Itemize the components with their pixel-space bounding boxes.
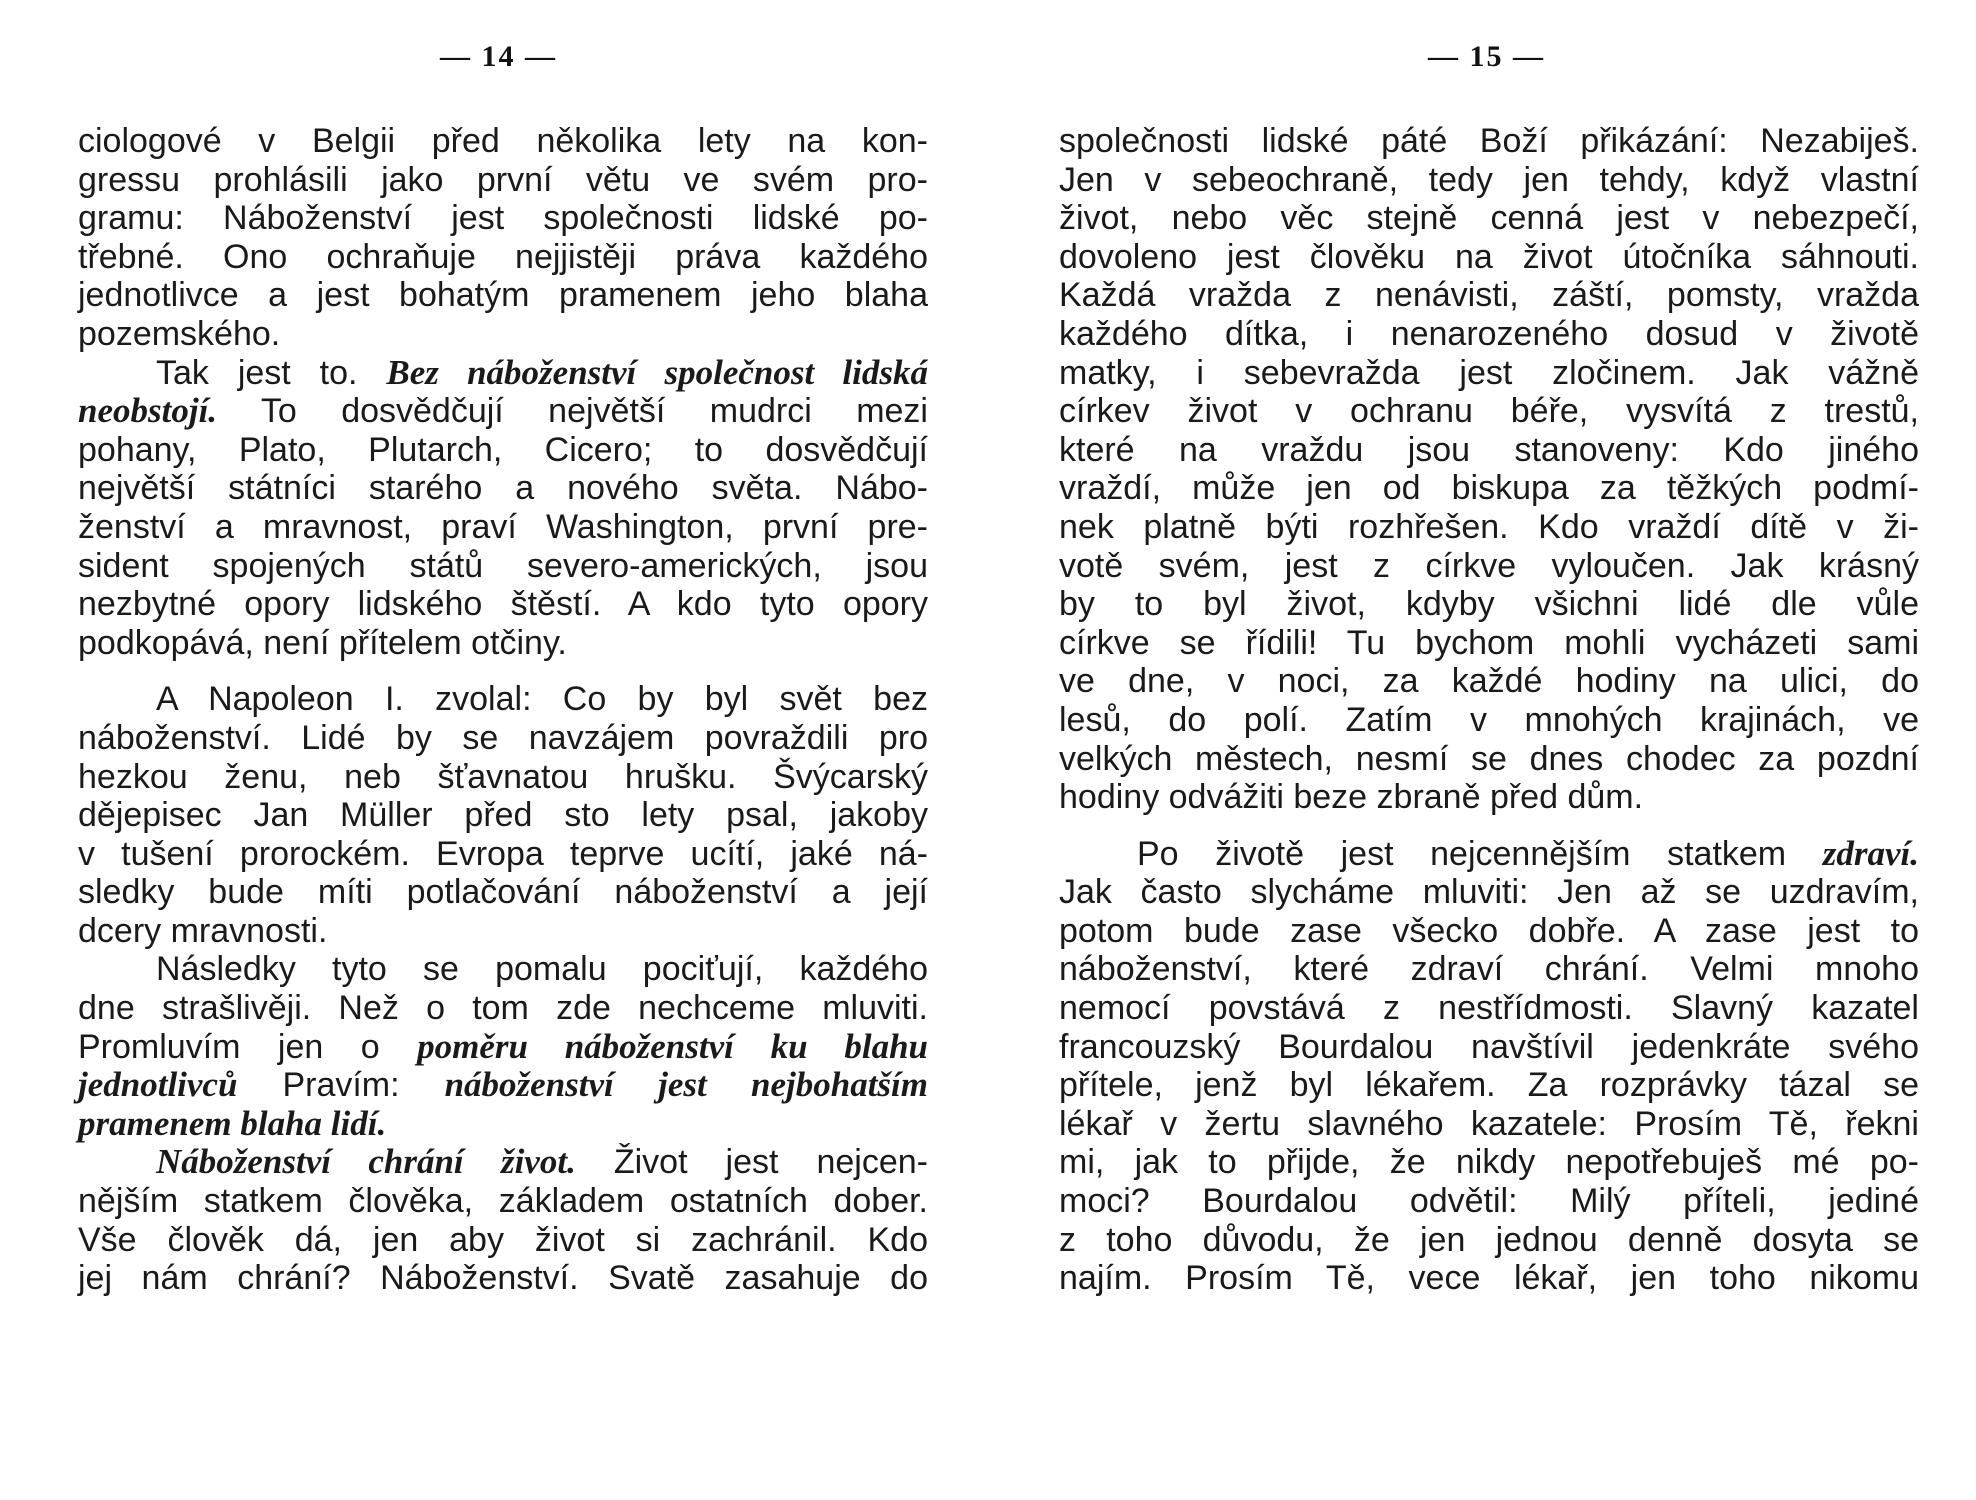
- body-text: v tušení prorockém. Evropa teprve ucítí, jaké ná-: [78, 834, 928, 873]
- body-text: Promluvím jen o: [78, 1027, 418, 1066]
- body-text: sledky bude míti potlačování náboženství a její: [78, 873, 928, 912]
- text-line: [78, 758, 928, 797]
- text-line: [1059, 778, 1919, 817]
- text-line: [78, 238, 928, 277]
- text-line: [1059, 469, 1919, 508]
- body-text: gramu: Náboženství jest společnosti lidské po-: [78, 199, 928, 238]
- body-text: ve dne, v noci, za každé hodiny na ulici, do: [1059, 662, 1919, 701]
- body-text: mi, jak to přijde, že nikdy nepotřebuješ mé po-: [1059, 1143, 1919, 1182]
- text-line: [78, 719, 928, 758]
- text-line: [78, 1143, 928, 1182]
- body-text: dne strašlivěji. Než o tom zde nechceme mluviti.: [78, 989, 928, 1028]
- body-text: votě svém, jest z církve vyloučen. Jak krásný: [1059, 546, 1919, 585]
- body-text: by to byl život, kdyby všichni lidé dle vůle: [1059, 585, 1919, 624]
- text-line: [78, 547, 928, 586]
- text-line: [78, 835, 928, 874]
- text-line: [1059, 912, 1919, 951]
- body-text: Pravím:: [237, 1066, 445, 1105]
- body-text: z toho důvodu, že jen jednou denně dosyta se: [1059, 1220, 1919, 1259]
- text-line: [78, 122, 928, 161]
- body-text: jej nám chrání? Náboženství. Svatě zasahuje do: [78, 1259, 928, 1298]
- body-text: ciologové v Belgii před několika lety na kon-: [78, 122, 928, 160]
- body-text: francouzský Bourdalou navštívil jedenkráte svého: [1059, 1027, 1919, 1066]
- text-line: [1059, 199, 1919, 238]
- text-line: [78, 431, 928, 470]
- body-text: které na vraždu jsou stanoveny: Kdo jiného: [1059, 430, 1919, 469]
- text-line: [78, 161, 928, 200]
- text-line: [78, 469, 928, 508]
- paragraph-gap: [1059, 817, 1919, 835]
- text-line: [1059, 392, 1919, 431]
- emphasis-text: neobstojí.: [78, 391, 218, 431]
- body-text: pohany, Plato, Plutarch, Cicero; to dosvědčují: [78, 430, 928, 469]
- text-line: [78, 1066, 928, 1105]
- body-text: ženství a mravnost, praví Washington, první pre-: [78, 507, 928, 546]
- body-text: hezkou ženu, neb šťavnatou hrušku. Švýcarský: [78, 757, 928, 796]
- body-text: vraždí, může jen od biskupa za těžkých podmí-: [1059, 469, 1919, 508]
- text-line: [1059, 1028, 1919, 1067]
- text-line: [78, 315, 928, 354]
- body-text: nezbytné opory lidského štěstí. A kdo tyto opory: [78, 585, 928, 624]
- text-line: [1059, 1105, 1919, 1144]
- emphasis-text: Bez náboženství společnost lidská: [386, 352, 928, 392]
- text-line: [1059, 1143, 1919, 1182]
- text-line: [1059, 701, 1919, 740]
- emphasis-text: jednotlivců: [78, 1065, 238, 1105]
- text-line: [78, 276, 928, 315]
- text-line: [1059, 585, 1919, 624]
- text-line: [78, 873, 928, 912]
- body-text: najím. Prosím Tě, vece lékař, jen toho nikomu: [1059, 1259, 1919, 1298]
- text-line: [1059, 122, 1919, 161]
- text-line: [78, 392, 928, 431]
- text-line: [1059, 315, 1919, 354]
- body-text: potom bude zase všecko dobře. A zase jest to: [1059, 911, 1919, 950]
- body-text: dcery mravnosti.: [78, 911, 328, 950]
- body-text: lesů, do polí. Zatím v mnohých krajinách, ve: [1059, 700, 1919, 739]
- body-text: podkopává, není přítelem otčiny.: [78, 623, 567, 662]
- emphasis-text: poměru náboženství ku blahu: [417, 1026, 928, 1066]
- body-text: náboženství, které zdraví chrání. Velmi mnoho: [1059, 950, 1919, 989]
- page-body: [1059, 122, 1919, 1298]
- text-line: [1059, 1259, 1919, 1298]
- body-text: jednotlivce a jest bohatým pramenem jeho blaha: [78, 276, 928, 315]
- body-text: pozemského.: [78, 314, 281, 353]
- body-text: přítele, jenž byl lékařem. Za rozprávky tázal se: [1059, 1066, 1919, 1105]
- body-text: To dosvědčují největší mudrci mezi: [217, 392, 928, 431]
- text-line: [1059, 508, 1919, 547]
- body-text: největší státníci starého a nového světa. Nábo-: [78, 469, 928, 508]
- text-line: [78, 624, 928, 663]
- text-line: [78, 1105, 928, 1144]
- text-line: [1059, 1066, 1919, 1105]
- text-line: [1059, 873, 1919, 912]
- body-text: sident spojených států severo-amerických, jsou: [78, 546, 928, 585]
- text-line: [1059, 624, 1919, 663]
- text-line: [1059, 662, 1919, 701]
- page-number: — 14 —: [440, 40, 557, 73]
- emphasis-text: Náboženství chrání život.: [156, 1142, 576, 1182]
- body-text: A Napoleon I. zvolal: Co by byl svět bez: [156, 680, 928, 719]
- body-text: dějepisec Jan Müller před sto lety psal, jakoby: [78, 796, 928, 835]
- body-text: Po životě jest nejcennějším statkem: [1137, 834, 1823, 873]
- text-line: [78, 1182, 928, 1221]
- text-line: [1059, 276, 1919, 315]
- text-line: [1059, 1182, 1919, 1221]
- body-text: třebné. Ono ochraňuje nejjistěji práva každého: [78, 237, 928, 276]
- text-line: [1059, 354, 1919, 393]
- body-text: Jak často slycháme mluviti: Jen až se uzdravím,: [1059, 873, 1919, 912]
- text-line: [1059, 740, 1919, 779]
- body-text: Následky tyto se pomalu pociťují, každého: [156, 950, 928, 989]
- body-text: moci? Bourdalou odvětil: Milý příteli, jediné: [1059, 1182, 1919, 1221]
- text-line: [78, 199, 928, 238]
- body-text: Vše člověk dá, jen aby život si zachránil. Kdo: [78, 1220, 928, 1259]
- text-line: [1059, 547, 1919, 586]
- body-text: lékař v žertu slavného kazatele: Prosím Tě, řekni: [1059, 1104, 1919, 1143]
- body-text: nek platně býti rozhřešen. Kdo vraždí dítě v ži-: [1059, 507, 1919, 546]
- text-line: [78, 950, 928, 989]
- body-text: Tak jest to.: [156, 353, 387, 392]
- text-line: [1059, 989, 1919, 1028]
- body-text: společnosti lidské páté Boží přikázání: Nezabiješ.: [1059, 122, 1919, 160]
- text-line: [78, 796, 928, 835]
- text-line: [78, 680, 928, 719]
- body-text: každého dítka, i nenarozeného dosud v životě: [1059, 314, 1919, 353]
- body-text: matky, i sebevražda jest zločinem. Jak vážně: [1059, 353, 1919, 392]
- body-text: církev život v ochranu béře, vysvítá z trestů,: [1059, 392, 1919, 431]
- body-text: velkých městech, nesmí se dnes chodec za pozdní: [1059, 739, 1919, 778]
- emphasis-text: pramenem blaha lidí.: [78, 1103, 387, 1143]
- text-line: [1059, 835, 1919, 874]
- text-line: [78, 1221, 928, 1260]
- text-line: [78, 1259, 928, 1298]
- page-number: — 15 —: [1428, 40, 1545, 73]
- body-text: církve se řídili! Tu bychom mohli vycházeti sami: [1059, 623, 1919, 662]
- body-text: hodiny odvážiti beze zbraně před dům.: [1059, 778, 1644, 817]
- body-text: dovoleno jest člověku na život útočníka sáhnouti.: [1059, 237, 1919, 276]
- text-line: [1059, 431, 1919, 470]
- text-line: [78, 912, 928, 951]
- text-line: [78, 354, 928, 393]
- body-text: Jen v sebeochraně, tedy jen tehdy, když vlastní: [1059, 160, 1919, 199]
- text-line: [1059, 950, 1919, 989]
- emphasis-text: náboženství jest nejbohatším: [444, 1065, 928, 1105]
- body-text: náboženství. Lidé by se navzájem povraždili pro: [78, 718, 928, 757]
- text-line: [78, 1028, 928, 1067]
- paragraph-gap: [78, 662, 928, 680]
- body-text: Život jest nejcen-: [575, 1143, 928, 1182]
- text-line: [78, 989, 928, 1028]
- right-page: [988, 0, 1976, 1500]
- body-text: nemocí povstává z nestřídmosti. Slavný kazatel: [1059, 989, 1919, 1028]
- body-text: život, nebo věc stejně cenná jest v nebezpečí,: [1059, 199, 1919, 238]
- text-line: [1059, 1221, 1919, 1260]
- body-text: gressu prohlásili jako první větu ve svém pro-: [78, 160, 928, 199]
- text-line: [1059, 161, 1919, 200]
- text-line: [78, 508, 928, 547]
- page-body: [78, 122, 928, 1298]
- body-text: Každá vražda z nenávisti, záští, pomsty, vražda: [1059, 276, 1919, 315]
- body-text: nějším statkem člověka, základem ostatních dober.: [78, 1182, 928, 1221]
- text-line: [78, 585, 928, 624]
- text-line: [1059, 238, 1919, 277]
- emphasis-text: zdraví.: [1822, 833, 1919, 873]
